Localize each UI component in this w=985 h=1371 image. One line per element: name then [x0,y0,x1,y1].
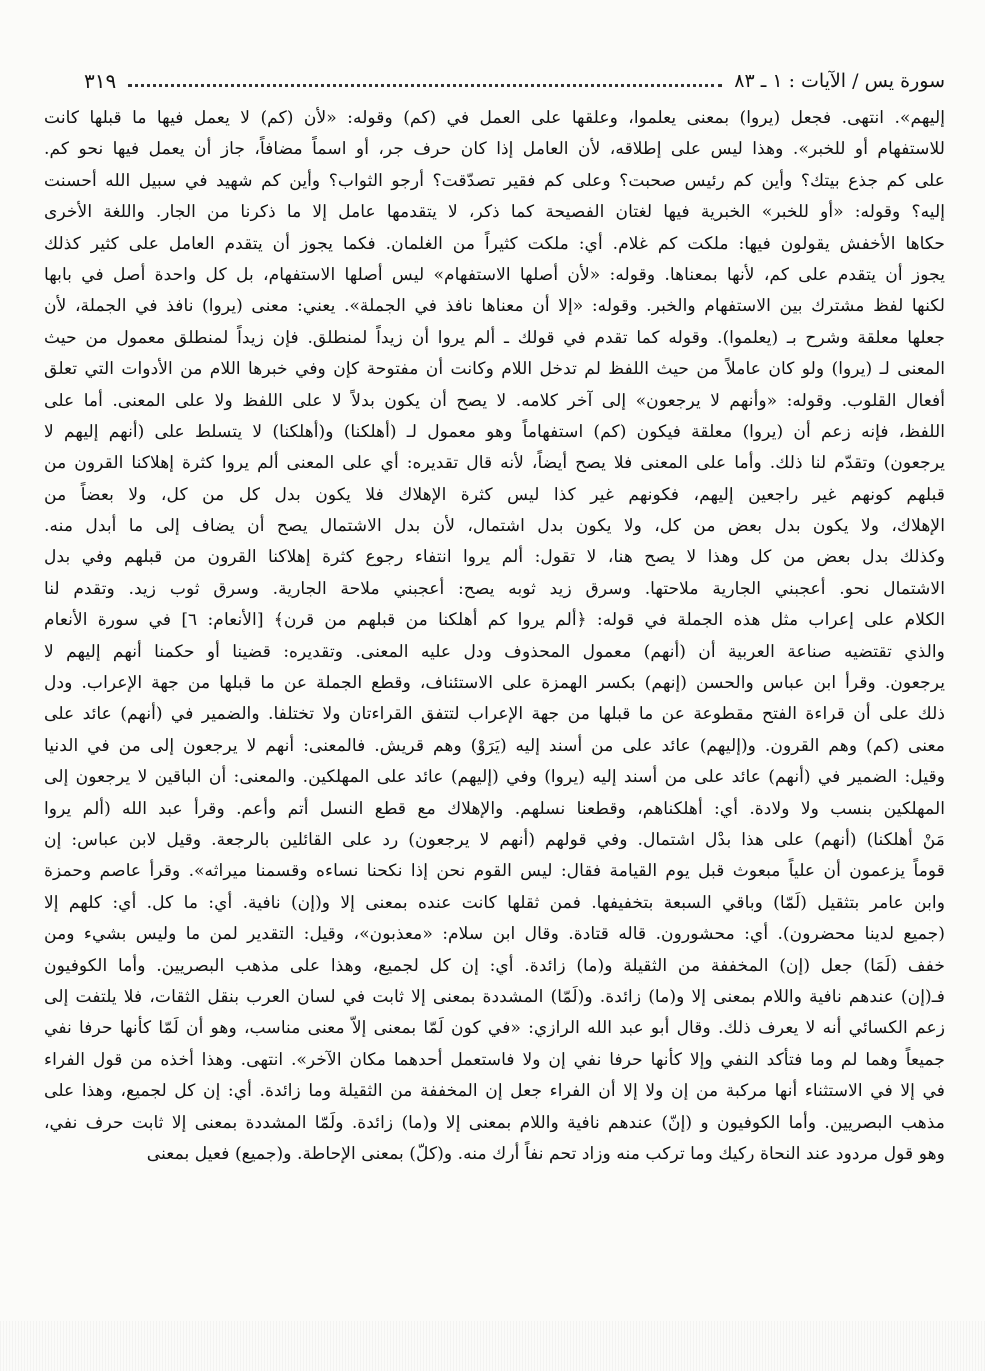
scan-bottom-edge [0,1321,985,1371]
text-line: وهو قول مردود عند النحاة ركيك وما تركب منه وزاد تحم نفاً أرك منه. و(كلّ) بمعنى الإحاطة. و(جميع) فعيل بمعنى [146,1143,945,1164]
text-line: الإهلاك، ولا يكون بدل بعض من كل، ولا يكون بدل اشتمال، لأن بدل الاشتمال يصح أن يضاف إلى ما أبدل منه. [44,516,945,537]
text-line: زعم الكسائي أنه لا يعرف ذلك. وقال أبو عبد الله الرازي: «في كون لَمّا بمعنى إلاّ معنى مناسب، وهو أن لَمّا كأنها حرفا نفي [44,1018,945,1039]
text-line: يرجعون. وقرأ ابن عباس والحسن (إنهم) بكسر الهمزة على الاستئناف، وقطع الجملة عن ما قبلها من جهة الإعراب. ودل [44,673,945,694]
text-line: خفف (لَمَا) جعل (إن) المخففة من الثقيلة و(ما) زائدة. أي: إن كل لجميع، وهذا على مذهب البصريين. وأما الكوفيون [44,955,945,976]
text-line: اللفظ، فإنه زعم أن (يروا) معلقة فيكون (كم) استفهاماً وهو معمول لـ (أهلكنا) و(أهلكنا) لا يتسلط على (أنهم إليهم لا [44,421,945,442]
text-line: يجوز أن يتقدم على كم، لأنها بمعناها. وقوله: «لأن أصلها الاستفهام» ليس أصلها الاستفهام، بل كل واحدة أصل في بابها [44,264,945,285]
text-line: جعلها معلقة وشرح بـ (يعلموا). وقوله كما تقدم في قولك ـ ألم يروا أن زيداً لمنطلق. فإن زيداً لمنطلق معمول من حيث [44,327,945,348]
text-line: لكنها لفظ مشترك بين الاستفهام والخبر. وقوله: «إلا أن معناها نافذ في الجملة». يعني: معنى (يروا) نافذ في الجملة، لأن [44,296,945,317]
text-line: فـ(إن) عندهم نافية واللام بمعنى إلا و(ما) زائدة. و(لَمّا) المشددة بمعنى إلا ثابت في لسان العرب بنقل الثقات، فلا يلتفت إلى [44,986,945,1007]
text-line: حكاها الأخفش يقولون فيها: ملكت كم غلام. أي: ملكت كثيراً من الغلمان. فكما يجوز أن يتقدم العامل على كثير كذلك [44,233,945,254]
header-leader-dots [128,70,722,87]
text-line: إليه؟ وقوله: «أو للخبر» الخبرية فيها لغتان الفصيحة كما ذكر، لا يتقدمها عامل إلا ما ذكرنا من الجار. واللغة الأخرى [44,202,945,223]
text-line: جميعاً وهما لم وما فتأكد النفي وإلا كأنها حرفا نفي إن ولا فاستعمل أحدهما مكان الآخر». انتهى. وهذا أخذه من قول الفراء [44,1049,945,1070]
chapter-title: سورة يس / الآيات : ١ ـ ٨٣ [734,70,945,92]
text-line: ذلك على أن قراءة الفتح مقطوعة عن ما قبلها من جهة الإعراب لتتفق القراءتان ولا تختلفا. والضمير في (أنهم) عائد على [44,704,945,725]
text-line: قبلهم كونهم غير راجعين إليهم، فكونهم غير كذا ليس كثرة الإهلاك فلا يكون بدل كل من كل، ولا بعضاً من [44,484,945,505]
running-header [84,64,945,98]
text-line: وقيل: الضمير في (أنهم) عائد على من أسند إليه (يروا) وفي (إليهم) عائد على المهلكين. والمعنى: أن الباقين لا يرجعون إلى [44,767,945,788]
text-line: أفعال القلوب. وقوله: «وأنهم لا يرجعون» إلى آخر كلامه. لا يصح أن يكون بدلاً لا على اللفظ ولا على المعنى. أما على [44,390,945,411]
text-line: للاستفهام أو للخبر». وهذا ليس على إطلاقه، لأن العامل إذا كان حرف جر، أو اسماً مضافاً، جاز أن يعمل فيها نحو كم. [44,139,945,160]
text-line: الكلام على إعراب مثل هذه الجملة في قوله: ﴿ألم يروا كم أهلكنا من قبلهم من قرن﴾ [الأنعام: ٦] في سورة الأنعام [44,610,945,631]
text-line: يرجعون) وتقدّم لنا ذلك. وأما على المعنى فلا يصح أيضاً، لأنه قال تقديره: أي على المعنى ألم يروا كثرة إهلاكنا القرون من [44,453,945,474]
page-number: ٣١٩ [84,69,117,93]
text-line: مذهب البصريين. وأما الكوفيون و (إنّ) عندهم نافية واللام بمعنى إلا و(ما) زائدة. ولَمّا المشددة بمعنى إلا ثابت حرف نفي، [44,1112,945,1133]
text-line: والذي تقتضيه صناعة العربية أن (أنهم) معمول المحذوف ودل عليه المعنى. وتقديره: قضينا أو حكمنا أنهم إليهم لا [44,641,945,662]
text-line: الاشتمال نحو. أعجبني الجارية ملاحتها. وسرق زيد ثوبه يصح: أعجبني ملاحة الجارية. وسرق ثوب زيد. وتقدم لنا [44,578,945,599]
text-line: المهلكين بنسب ولا ولادة. أي: أهلكناهم، وقطعنا نسلهم. والإهلاك مع قطع النسل أتم وأعم. وقرأ عبد الله (ألم يروا [44,798,945,819]
text-line: على كم جذع بيتك؟ وأين كم رئيس صحبت؟ وعلى كم فقير تصدّقت؟ أرجو الثواب؟ وأين كم شهيد في سبيل الله أحسنت [44,170,945,191]
text-line: معنى (كم) وهم القرون. و(إليهم) عائد على من أسند إليه (يَرَوْ) وهم قريش. فالمعنى: أنهم لا يرجعون إلى من في الدنيا [44,735,945,756]
text-line: وابن عامر بتثقيل (لَمّا) وباقي السبعة بتخفيفها. فمن ثقلها كانت عنده بمعنى إلا و(إن) نافية. أي: ما كل. أي: كلهم إلا [44,892,945,913]
text-line: قوماً يزعمون أن علياً مبعوث قبل يوم القيامة فقال: ليس القوم نحن إذا نكحنا نساءه وقسمنا ميراثه». وقرأ عاصم وحمزة [44,861,945,882]
page-body-text [44,103,945,1170]
text-line: في إلا في الاستثناء أنها مركبة من إن ولا إلا أن الفراء جعل إن المخففة من الثقيلة وما زائدة. أي: إن كل لجميع، وهذا على [44,1081,945,1102]
text-line: إليهم». انتهى. فجعل (يروا) بمعنى يعلموا، وعلقها على العمل في (كم) وقوله: «لأن (كم) لا يعمل فيها ما قبلها كانت [44,108,945,128]
text-line: وكذلك بدل بعض من كل وهذا لا يصح هنا، لا تقول: ألم يروا انتفاء رجوع كثرة إهلاكنا القرون من قبلهم وفي بدل [44,547,945,568]
text-line: (جميع لدينا محضرون). أي: محشورون. قاله قتادة. وقال ابن سلام: «معذبون»، وقيل: التقدير لمن ما وليس بشيء ومن [44,924,945,945]
text-line: مَنْ أهلكنا) (أنهم) على هذا بدْل اشتمال. وفي قولهم (أنهم لا يرجعون) رد على القائلين بالرجعة. وقيل لابن عباس: إن [44,829,945,850]
text-line: المعنى لـ (يروا) ولو كان عاملاً من حيث اللفظ لم تدخل اللام وكانت أن مفتوحة كإن وفي خبرها اللام من الأدوات التي تعلق [44,359,945,380]
